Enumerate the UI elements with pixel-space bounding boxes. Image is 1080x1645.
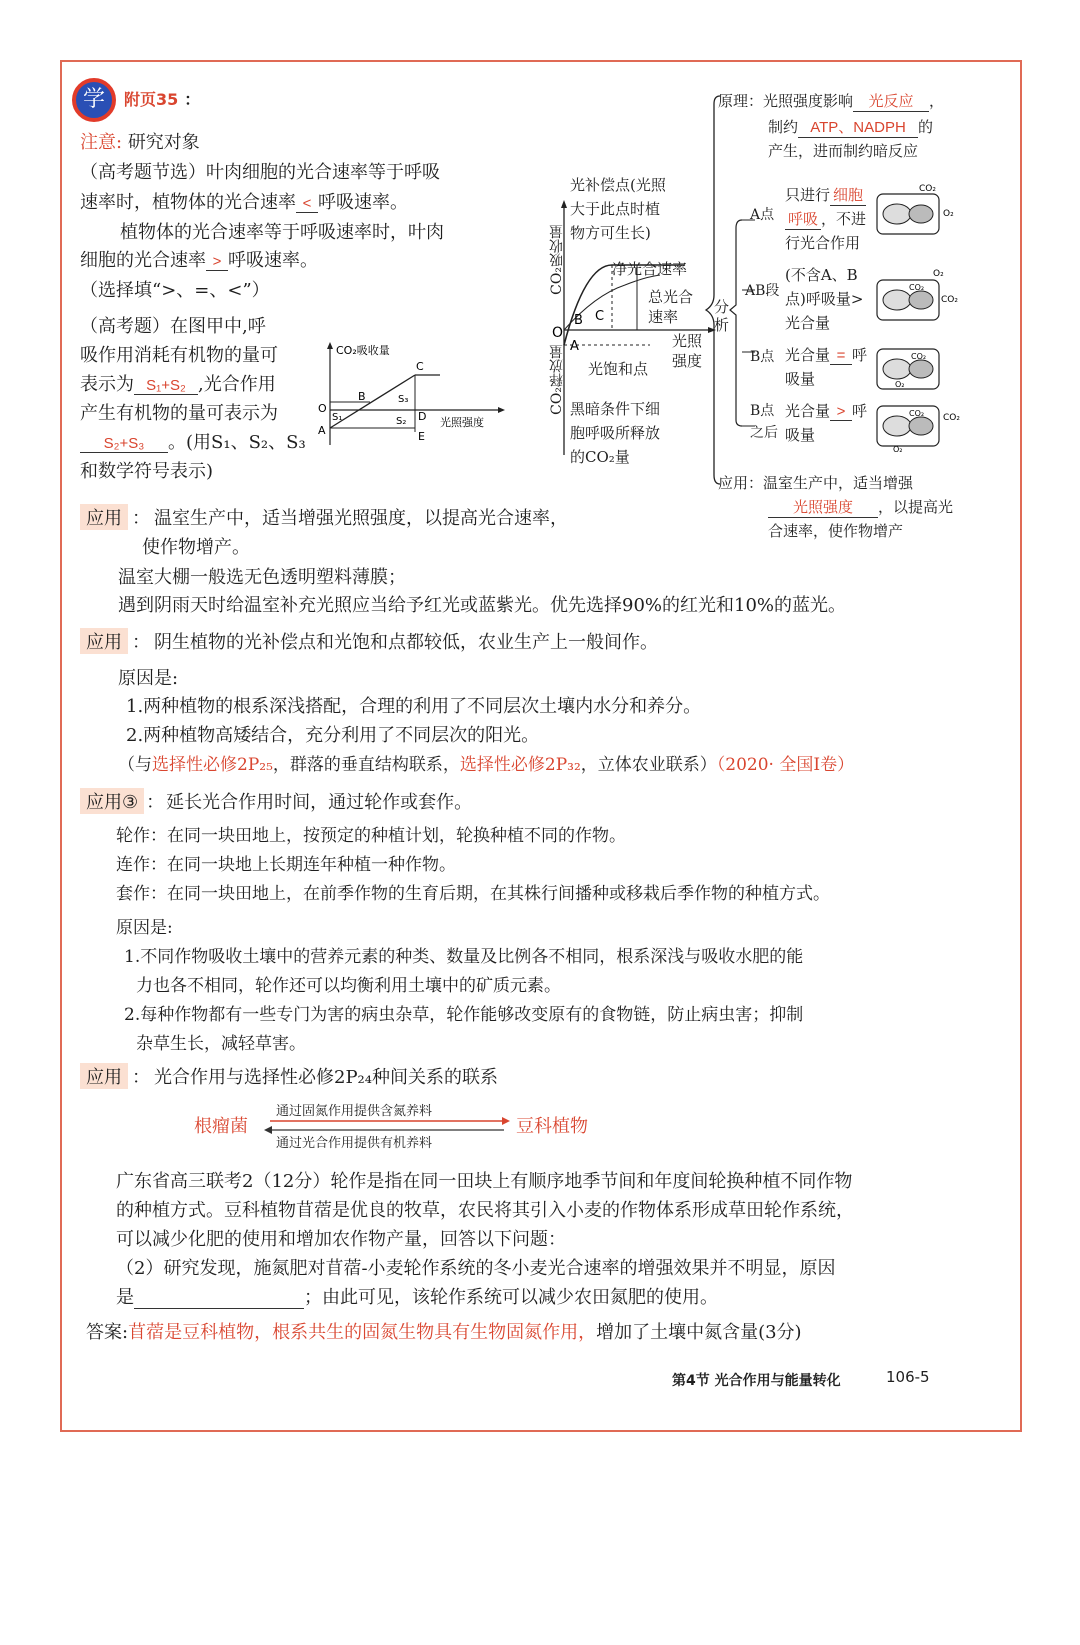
q1-line-2: 速率时，植物体的光合速率 < 呼吸速率。 bbox=[80, 192, 408, 213]
mid-net: 净光合速率 bbox=[612, 260, 688, 278]
tree-bb-label-1: B点 bbox=[750, 403, 775, 419]
mid-comp-1: 光补偿点(光照 bbox=[570, 176, 666, 194]
tree-ab-line-1: (不含A、B bbox=[785, 266, 858, 284]
mid-total-2: 速率 bbox=[648, 308, 679, 326]
app4-top: 通过固氮作用提供含氮养料 bbox=[276, 1104, 433, 1119]
app3-r1b: 力也各不相同，轮作还可以均衡利用土壤中的矿质元素。 bbox=[136, 976, 561, 996]
app3-reason: 原因是: bbox=[116, 918, 173, 938]
app3-r2a: 2.每种作物都有一些专门为害的病虫杂草，轮作能够改变原有的食物链，防止病虫害；抑制 bbox=[124, 1005, 804, 1025]
tree-ab-line-3: 光合量 bbox=[785, 314, 831, 332]
tree-principle-3: 产生，进而制约暗反应 bbox=[768, 142, 919, 160]
app2-tag: 应用 bbox=[80, 628, 128, 654]
small-xlabel: 光照强度 bbox=[440, 416, 484, 429]
app4-arrows bbox=[262, 1116, 512, 1136]
q1-line-4: 细胞的光合速率 > 呼吸速率。 bbox=[80, 250, 318, 271]
small-pt-B: B bbox=[358, 390, 366, 403]
svg-text:CO₂: CO₂ bbox=[943, 413, 960, 423]
tree-app-1: 应用：温室生产中，适当增强 bbox=[718, 474, 914, 492]
small-pt-D: D bbox=[418, 410, 427, 423]
tree-b-line-1: 光合量 = 呼 bbox=[785, 346, 868, 364]
app3-r2b: 杂草生长，减轻草害。 bbox=[136, 1034, 306, 1054]
q2-line-5: S₂+S₃ 。(用S₁、S₂、S₃ bbox=[80, 428, 306, 454]
app3-line-1: 应用③ ： 延长光合作用时间，通过轮作或套作。 bbox=[80, 788, 472, 814]
tree-principle-2: 制约 ATP、NADPH 的 bbox=[768, 118, 934, 136]
app3-r1a: 1.不同作物吸收土壤中的营养元素的种类、数量及比例各不相同，根系深浅与吸收水肥的能 bbox=[124, 947, 804, 967]
cell-icon-bb bbox=[875, 400, 967, 456]
mid-total-1: 总光合 bbox=[648, 288, 694, 306]
q1-line-3: 植物体的光合速率等于呼吸速率时，叶肉 bbox=[120, 222, 444, 243]
exam-line-2: 的种植方式。豆科植物苜蓿是优良的牧草，农民将其引入小麦的作物体系形成草田轮作系统， bbox=[116, 1200, 854, 1221]
q1-line-5: （选择填“>、=、<”） bbox=[80, 280, 270, 301]
app1-line-4: 遇到阴雨天时给温室补充光照应当给予红光或蓝紫光。优先选择90%的红光和10%的蓝光。 bbox=[118, 595, 847, 616]
tree-a-label: A点 bbox=[750, 207, 775, 223]
app3-continuous: 连作：在同一块地上长期连年种植一种作物。 bbox=[116, 855, 456, 875]
app1-line-2: 使作物增产。 bbox=[142, 537, 250, 558]
tree-app-2: 光照强度 ，以提高光 bbox=[768, 496, 953, 518]
tree-a-line-2: 呼吸 ，不进 bbox=[785, 208, 866, 230]
svg-text:CO₂: CO₂ bbox=[911, 352, 927, 361]
app4-line-1: 应用 ： 光合作用与选择性必修2P₂₄种间关系的联系 bbox=[80, 1063, 498, 1089]
cell-icon-ab bbox=[875, 268, 967, 328]
tree-b-line-2: 吸量 bbox=[785, 370, 816, 388]
app4-right: 豆科植物 bbox=[516, 1116, 588, 1137]
app4-left: 根瘤菌 bbox=[194, 1116, 248, 1137]
small-pt-E: E bbox=[418, 430, 425, 443]
q1-line-1: （高考题节选）叶肉细胞的光合速率等于呼吸 bbox=[80, 162, 440, 183]
q2-line-2: 吸作用消耗有机物的量可 bbox=[80, 345, 278, 366]
tree-ab-line-2: 点)呼吸量> bbox=[785, 290, 864, 308]
app2-r2: 2.两种植物高矮结合，充分利用了不同层次的阳光。 bbox=[126, 725, 540, 746]
q2-line-4: 产生有机物的量可表示为 bbox=[80, 403, 278, 424]
svg-text:CO₂: CO₂ bbox=[909, 409, 925, 418]
small-s1: S₁ bbox=[332, 412, 343, 423]
app2-link: （与选择性必修2P₂₅，群落的垂直结构联系，选择性必修2P₃₂，立体农业联系）（2020· 全国Ⅰ卷） bbox=[118, 755, 855, 775]
tree-bb-line-2: 吸量 bbox=[785, 426, 816, 444]
tree-analysis: 分析 bbox=[714, 298, 730, 334]
mid-dark-2: 胞呼吸所释放 bbox=[570, 424, 661, 442]
mid-comp-2: 大于此点时植 bbox=[570, 200, 661, 218]
q2-line-1: （高考题）在图甲中,呼 bbox=[80, 316, 266, 337]
app1-line-1: 应用 ： 温室生产中，适当增强光照强度，以提高光合速率， bbox=[80, 504, 568, 530]
q2-line-3: 表示为 S₁+S₂ ,光合作用 bbox=[80, 374, 276, 395]
app1-line-3: 温室大棚一般选无色透明塑料薄膜； bbox=[118, 567, 406, 588]
exam-answer-blank[interactable] bbox=[134, 1290, 304, 1309]
tree-app-3: 合速率，使作物增产 bbox=[768, 522, 904, 540]
tree-a-line-3: 行光合作用 bbox=[785, 234, 861, 252]
mid-comp-3: 物方可生长) bbox=[570, 224, 651, 242]
graph-small bbox=[310, 340, 510, 450]
mid-sat: 光饱和点 bbox=[588, 360, 649, 378]
app3-rotation: 轮作：在同一块田地上，按预定的种植计划，轮换种植不同的作物。 bbox=[116, 826, 626, 846]
svg-text:CO₂: CO₂ bbox=[941, 295, 958, 305]
mid-ylabel-bottom: CO₂释放量 bbox=[549, 345, 565, 415]
mid-pt-O: O bbox=[552, 325, 564, 341]
tree-ab-label: AB段 bbox=[745, 283, 780, 299]
small-s2: S₂ bbox=[396, 416, 407, 427]
exam-line-1: 广东省高三联考2（12分）轮作是指在同一田块上有顺序地季节间和年度间轮换种植不同作物 bbox=[116, 1171, 853, 1192]
mid-pt-B: B bbox=[574, 313, 583, 328]
mid-pt-C: C bbox=[595, 309, 605, 324]
small-pt-O: O bbox=[318, 402, 327, 415]
tree-bb-line-1: 光合量 > 呼 bbox=[785, 402, 868, 420]
exam-line-4: （2）研究发现，施氮肥对苜蓿-小麦轮作系统的冬小麦光合速率的增强效果并不明显，原因 bbox=[116, 1258, 836, 1279]
svg-text:O₂: O₂ bbox=[943, 209, 954, 219]
mid-ylabel-top: CO₂吸收量 bbox=[549, 225, 565, 295]
tree-bb-label-2: 之后 bbox=[750, 425, 778, 441]
app2-reason: 原因是: bbox=[118, 668, 179, 689]
svg-text:CO₂: CO₂ bbox=[909, 283, 925, 292]
app4-bottom: 通过光合作用提供有机养料 bbox=[276, 1136, 433, 1151]
small-pt-A: A bbox=[318, 424, 326, 437]
cell-icon-a bbox=[875, 180, 967, 240]
app1-tag: 应用 bbox=[80, 504, 128, 530]
mid-dark-1: 黑暗条件下细 bbox=[570, 400, 661, 418]
q2-line-6: 和数学符号表示) bbox=[80, 461, 214, 482]
tree-principle-1: 原理：光照强度影响 光反应 ， bbox=[718, 92, 945, 110]
svg-text:O₂: O₂ bbox=[893, 445, 903, 454]
app2-r1: 1.两种植物的根系深浅搭配，合理的利用了不同层次土壤内水分和养分。 bbox=[126, 696, 702, 717]
app3-tag: 应用③ bbox=[80, 788, 144, 814]
tree-a-line-1: 只进行 细胞 bbox=[785, 184, 866, 206]
notice-line: 注意: 研究对象 bbox=[80, 132, 200, 153]
footer-section: 第4节 光合作用与能量转化 bbox=[672, 1373, 841, 1389]
tree-b-label: B点 bbox=[750, 349, 775, 365]
mid-dark-3: 的CO₂量 bbox=[570, 448, 630, 466]
svg-text:O₂: O₂ bbox=[895, 380, 905, 389]
svg-text:O₂: O₂ bbox=[933, 269, 944, 279]
xue-logo-icon: 学 bbox=[72, 78, 116, 122]
app2-line-1: 应用 ： 阴生植物的光补偿点和光饱和点都较低，农业生产上一般间作。 bbox=[80, 628, 658, 654]
mid-xlabel-2: 强度 bbox=[672, 352, 703, 370]
svg-text:CO₂: CO₂ bbox=[919, 184, 936, 194]
exam-line-5: 是 ；由此可见，该轮作系统可以减少农田氮肥的使用。 bbox=[116, 1287, 718, 1308]
mid-xlabel-1: 光照 bbox=[672, 332, 703, 350]
small-ylabel: CO₂吸收量 bbox=[336, 344, 390, 357]
cell-icon-b bbox=[875, 345, 967, 395]
small-pt-C: C bbox=[416, 360, 424, 373]
footer-page: 106-5 bbox=[886, 1368, 930, 1386]
exam-answer: 答案:苜蓿是豆科植物，根系共生的固氮生物具有生物固氮作用，增加了土壤中氮含量(3分) bbox=[86, 1322, 802, 1343]
app4-tag: 应用 bbox=[80, 1063, 128, 1089]
mid-pt-A: A bbox=[570, 339, 579, 354]
page-label: 附页35 ： bbox=[124, 90, 201, 109]
small-s3: S₃ bbox=[398, 394, 409, 405]
exam-line-3: 可以减少化肥的使用和增加农作物产量，回答以下问题： bbox=[116, 1229, 566, 1250]
app3-intercrop: 套作：在同一块田地上，在前季作物的生育后期，在其株行间播种或移栽后季作物的种植方式。 bbox=[116, 884, 830, 904]
